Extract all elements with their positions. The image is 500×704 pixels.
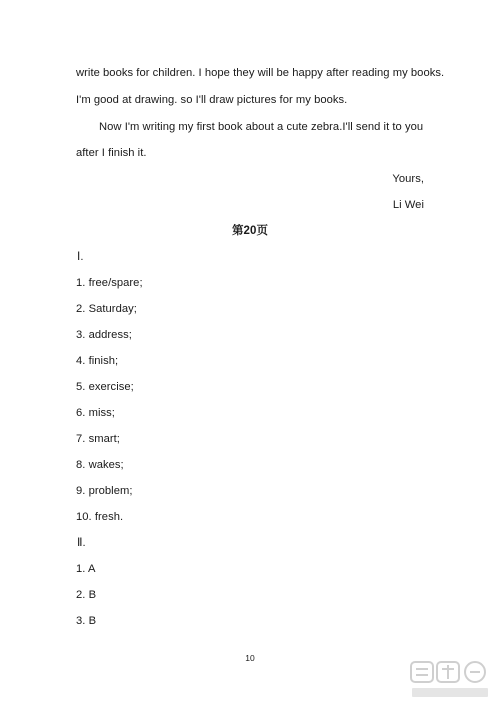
answer-item: 6. miss; xyxy=(76,407,115,419)
letter-line-3: Now I'm writing my first book about a cute zebra.I'll send it to you xyxy=(99,121,424,133)
answer-item: 7. smart; xyxy=(76,433,120,445)
letter-signature: Li Wei xyxy=(392,199,424,211)
answer-item: 9. problem; xyxy=(76,485,133,497)
answer-item: 2. B xyxy=(76,589,97,601)
part1-label: Ⅰ. xyxy=(77,251,84,263)
answer-item: 3. address; xyxy=(76,329,132,341)
answer-item: 2. Saturday; xyxy=(76,303,137,315)
letter-closing: Yours, xyxy=(392,173,424,185)
answer-item: 4. finish; xyxy=(76,355,119,367)
part2-label: Ⅱ. xyxy=(77,537,86,549)
answer-item: 8. wakes; xyxy=(76,459,124,471)
answer-item: 10. fresh. xyxy=(76,511,124,523)
answer-item: 1. A xyxy=(76,563,96,575)
section-heading: 第20页 xyxy=(232,225,268,237)
letter-line-2: I'm good at drawing. so I'll draw pictures for my books. xyxy=(76,94,348,106)
answer-item: 1. free/spare; xyxy=(76,277,143,289)
page-number: 10 xyxy=(245,653,255,663)
answer-item: 5. exercise; xyxy=(76,381,134,393)
watermark-logo xyxy=(408,658,492,700)
letter-line-1: write books for children. I hope they will be happy after reading my books. xyxy=(76,67,445,79)
answer-item: 3. B xyxy=(76,615,97,627)
letter-line-4: after I finish it. xyxy=(76,147,147,159)
